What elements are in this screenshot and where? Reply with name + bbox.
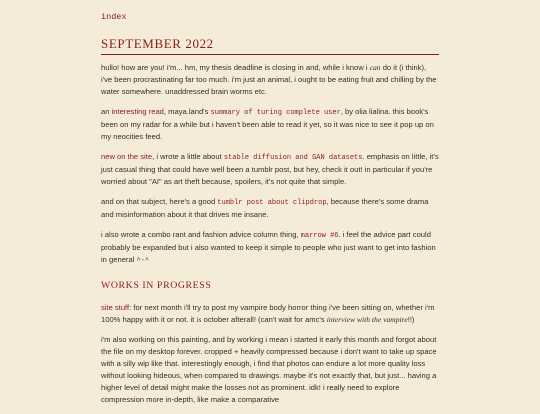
text: october afterall! (can't wait for amc's <box>201 315 327 324</box>
intro-text: hullo! how are you! i'm... hm, my thesis deadline is closing in and, while i know i can do it (i think), i've been procrastinating far too much. i'm just an animal, i ought to be eating fruit and chilling by the water somewhere. unaddressed brain worms etc. <box>101 63 437 96</box>
text: . emphasis on little, it's just casual thing that could have well been a tumblr post, but hey, check it out! in particular if you're worried about "AI" as art theft because, spoilers, it's not quite that simple. <box>101 152 439 186</box>
emote: ^-^ <box>136 257 150 265</box>
section-heading-wip: WORKS IN PROGRESS <box>101 280 212 291</box>
paragraph-marrow <box>101 229 439 267</box>
text: , because there's some drama and misinformation about it that drives me insane. <box>101 197 429 219</box>
text: . i feel the advice part could probably be expanded but i also wanted to keep it simple to people who just want to get into fashion in general <box>101 230 436 264</box>
tumblr-post-link[interactable]: tumblr post about clipdrop <box>217 199 327 207</box>
text: an <box>101 107 112 116</box>
post-body <box>101 62 439 414</box>
text: and on that subject, here's a good <box>101 197 218 206</box>
paragraph-painting <box>101 334 439 406</box>
emphasis-is: is <box>196 315 202 324</box>
new-on-site-link[interactable]: new on the site <box>101 152 153 161</box>
emphasis-can: can <box>369 63 381 72</box>
text: i'm also working on this painting, and by working i mean i started it early this month and forgot about the file on my desktop forever. cropped + heavily compressed because i don't want to take up space with a silly wip like that. interestingly enough, i find that photos can endure a lot more quality loss without looking hideous, when compared to drawings. maybe it's not exactly that, but just... having a higher level of detail might make the losses not as prominent. idk! i really need to explore compression more in-depth, like make a comparative <box>101 335 437 404</box>
text: , maya.land's <box>163 107 211 116</box>
text: i also wrote a combo rant and fashion advice column thing, <box>101 230 301 239</box>
paragraph-reading <box>101 106 439 143</box>
text: , i wrote a little about <box>152 152 224 161</box>
marrow-link[interactable]: marrow #6 <box>300 232 339 240</box>
index-link[interactable]: index <box>101 12 127 22</box>
paragraph-site-stuff <box>101 302 439 326</box>
paragraph-clipdrop <box>101 196 439 221</box>
paragraph-new-on-site <box>101 151 439 188</box>
paragraph-intro <box>101 62 439 98</box>
interesting-read-link[interactable]: interesting read <box>111 107 164 116</box>
show-title: interview with the vampire <box>326 315 408 324</box>
page-title: SEPTEMBER 2022 <box>101 36 439 55</box>
text: , by olia lialina. this book's been on my radar for a while but i haven't been able to read it yet, so it was nice to see it pop up on my neocities feed. <box>101 107 434 141</box>
site-stuff-link[interactable]: site stuff <box>101 303 130 312</box>
summary-link[interactable]: summary of turing complete user <box>210 109 341 117</box>
text: !!) <box>407 315 415 324</box>
stable-diffusion-link[interactable]: stable diffusion and GAN datasets <box>223 154 363 162</box>
text: : for next month i'll try to post my vampire body horror thing i've been sitting on, whether i'm 100% happy with it or not. it <box>101 303 435 324</box>
